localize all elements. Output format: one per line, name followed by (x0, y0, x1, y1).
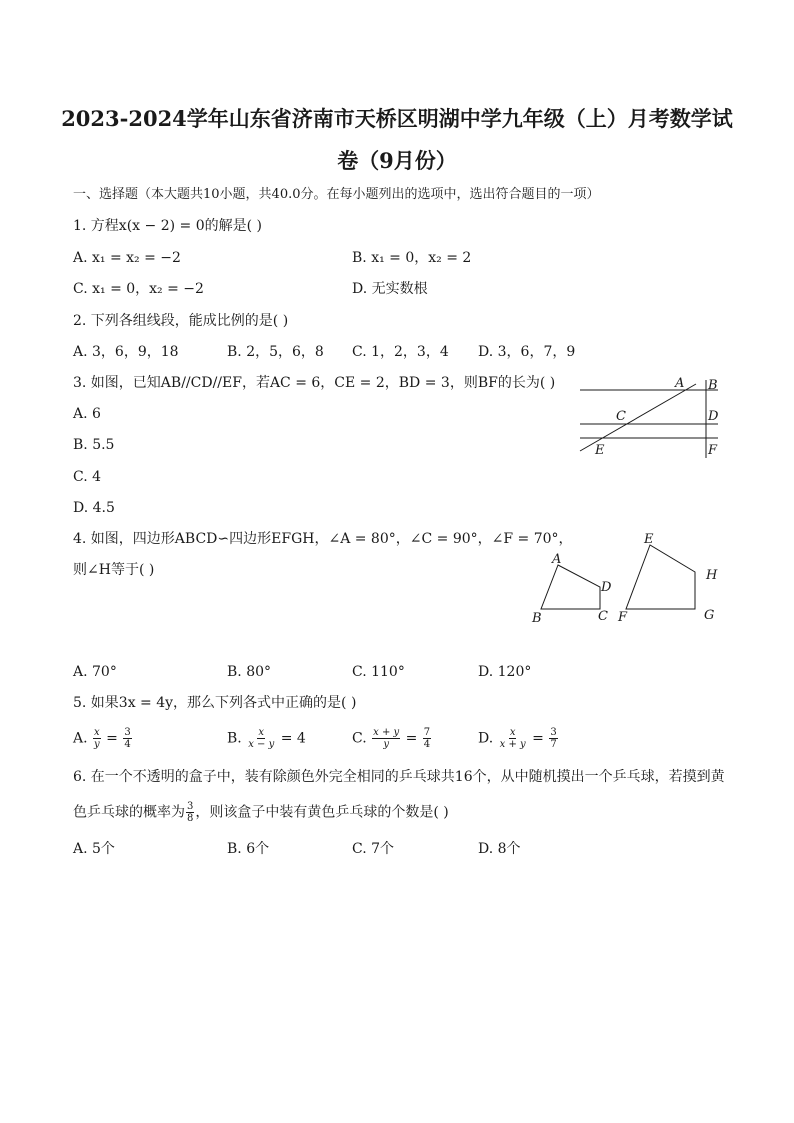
denominator: 4 (423, 739, 431, 750)
fraction (499, 727, 527, 750)
label-e: E (644, 532, 654, 547)
transversal-ace (580, 384, 696, 451)
fraction (423, 727, 431, 750)
stem-text: 色乒乓球的概率为 (73, 804, 185, 821)
denominator: y (94, 739, 100, 750)
label-g: G (704, 608, 715, 623)
q5-option-c (352, 727, 432, 750)
q2-option-d: D. 3，6，7，9 (478, 344, 576, 360)
numerator: x (258, 727, 265, 738)
denominator: 7 (550, 739, 557, 750)
numerator: 3 (187, 801, 194, 812)
stem-text: ，则该盒子中装有黄色乒乓球的个数是( ) (195, 804, 449, 821)
numerator: x (94, 727, 100, 738)
q4-stem-line2: 则∠H等于( ) (73, 562, 155, 578)
label-h: H (706, 568, 718, 583)
label-a: A (552, 552, 562, 567)
q6-stem-line2 (73, 801, 449, 824)
fraction (549, 727, 557, 750)
option-letter: A. (73, 730, 88, 747)
label-d: D (601, 580, 612, 595)
denominator: 4 (124, 739, 131, 750)
q4-option-b: B. 80° (227, 664, 272, 680)
q1-option-b: B. x₁ = 0，x₂ = 2 (352, 250, 472, 266)
quadrilateral-abcd (541, 565, 600, 609)
equals-value: = 4 (280, 730, 306, 747)
label-c: C (598, 609, 608, 624)
q1-stem: 1. 方程x(x − 2) = 0的解是( ) (73, 218, 262, 234)
fraction (93, 727, 101, 750)
denominator: y (383, 739, 389, 750)
q5-option-a (73, 727, 133, 750)
label-c: C (616, 409, 626, 424)
fraction (123, 727, 131, 750)
q5-option-d (478, 727, 559, 750)
q4-option-c: C. 110° (352, 664, 405, 680)
equals-sign: = (532, 730, 544, 747)
q3-stem: 3. 如图，已知AB//CD//EF，若AC = 6，CE = 2，BD = 3，则BF的长为( ) (73, 375, 556, 391)
q4-option-a: A. 70° (73, 664, 117, 680)
q2-option-b: B. 2，5，6，8 (227, 344, 324, 360)
option-letter: C. (352, 730, 367, 747)
probability-fraction (186, 801, 194, 824)
section-heading: 一、选择题（本大题共10小题，共40.0分。在每小题列出的选项中，选出符合题目的一项） (73, 187, 600, 202)
q4-option-d: D. 120° (478, 664, 532, 680)
q5-stem: 5. 如果3x = 4y，那么下列各式中正确的是( ) (73, 695, 357, 711)
fraction (247, 727, 275, 750)
q3-option-d: D. 4.5 (73, 500, 115, 516)
q3-option-a: A. 6 (73, 406, 101, 422)
exam-title-line2: 卷（9月份） (337, 148, 457, 173)
label-d: D (708, 409, 719, 424)
denominator: 8 (187, 813, 194, 824)
q2-stem: 2. 下列各组线段，能成比例的是( ) (73, 313, 289, 329)
q3-option-c: C. 4 (73, 469, 102, 485)
equals-sign: = (405, 730, 418, 747)
q6-option-c: C. 7个 (352, 841, 395, 857)
q6-option-d: D. 8个 (478, 841, 521, 857)
numerator: x + y (373, 727, 400, 738)
numerator: 3 (124, 727, 131, 738)
numerator: 7 (423, 727, 431, 738)
label-b: B (532, 611, 542, 626)
fraction (372, 727, 400, 750)
q1-option-a: A. x₁ = x₂ = −2 (73, 250, 181, 266)
denominator: x + y (499, 739, 526, 750)
quadrilateral-efgh (626, 545, 695, 609)
label-e: E (595, 443, 605, 458)
equals-sign: = (106, 730, 118, 747)
q5-option-b (227, 727, 306, 750)
label-f: F (708, 443, 718, 458)
label-b: B (708, 378, 718, 393)
q6-option-b: B. 6个 (227, 841, 270, 857)
exam-title-line1: 2023-2024学年山东省济南市天桥区明湖中学九年级（上）月考数学试 (61, 106, 733, 131)
label-f: F (618, 610, 628, 625)
q1-option-d: D. 无实数根 (352, 281, 428, 297)
option-letter: D. (478, 730, 494, 747)
q2-option-a: A. 3，6，9，18 (73, 344, 179, 360)
q4-similar-quadrilaterals-figure (525, 530, 725, 630)
q6-stem-line1: 6. 在一个不透明的盒子中，装有除颜色外完全相同的乒乓球共16个，从中随机摸出一个乒乓球，若摸到黄 (73, 769, 725, 785)
label-a: A (675, 376, 685, 391)
q3-option-b: B. 5.5 (73, 437, 115, 453)
numerator: x (509, 727, 516, 738)
q1-option-c: C. x₁ = 0，x₂ = −2 (73, 281, 204, 297)
option-letter: B. (227, 730, 242, 747)
numerator: 3 (550, 727, 557, 738)
q4-stem-line1: 4. 如图，四边形ABCD∽四边形EFGH，∠A = 80°，∠C = 90°，∠F = 70°， (73, 531, 573, 547)
q2-option-c: C. 1，2，3，4 (352, 344, 449, 360)
denominator: x − y (248, 739, 275, 750)
q6-option-a: A. 5个 (73, 841, 115, 857)
q3-parallel-lines-figure (575, 372, 725, 462)
